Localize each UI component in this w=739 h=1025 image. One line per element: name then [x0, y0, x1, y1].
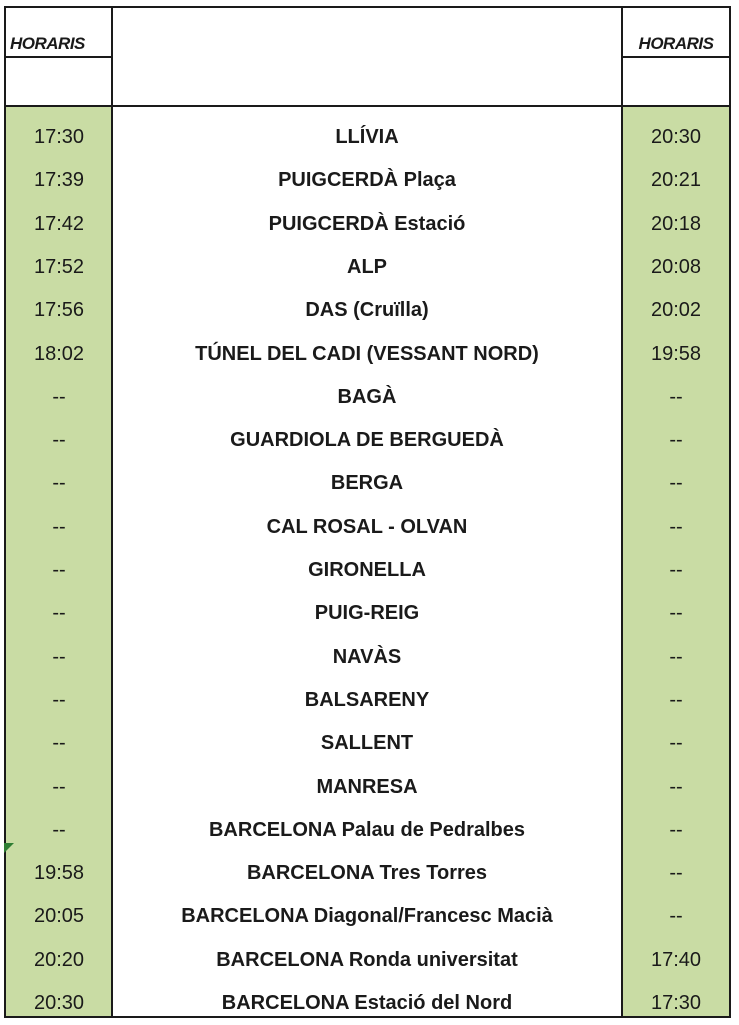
stop-name: BARCELONA Ronda universitat: [216, 948, 518, 971]
departure-time: --: [52, 515, 66, 538]
departure-time: --: [52, 559, 66, 581]
stop-name: BERGA: [330, 472, 404, 495]
stop-name: MANRESA: [316, 775, 418, 798]
return-time: 20:21: [650, 169, 702, 192]
stop-name: NAVÀS: [332, 645, 402, 668]
departure-time: --: [52, 429, 66, 452]
departure-time: 20:30: [33, 992, 85, 1014]
departure-time: --: [52, 688, 66, 711]
departure-time: 17:39: [33, 169, 85, 192]
stop-name: BARCELONA Palau de Pedralbes: [208, 818, 525, 841]
departure-time: 19:58: [33, 862, 85, 885]
return-time: 20:18: [650, 212, 702, 235]
stop-name: BAGÀ: [337, 385, 397, 408]
stop-name: BALSARENY: [304, 688, 430, 711]
stop-name: GUARDIOLA DE BERGUEDÀ: [230, 429, 504, 452]
stop-name: PUIGCERDÀ Estació: [268, 212, 466, 235]
right-header-title: HORARIS: [638, 34, 714, 53]
stop-name: BARCELONA Diagonal/Francesc Macià: [181, 905, 553, 928]
return-time: 20:08: [650, 255, 702, 278]
stop-name: BARCELONA Estació del Nord: [221, 992, 513, 1014]
return-time: 20:30: [650, 126, 702, 148]
return-time: --: [669, 645, 683, 668]
departure-time: 20:05: [33, 905, 85, 928]
departure-time: 17:52: [33, 255, 85, 278]
return-time: 17:40: [650, 948, 702, 971]
return-time: --: [669, 775, 683, 798]
stop-name: PUIG-REIG: [314, 602, 420, 625]
return-time: --: [669, 602, 683, 625]
stop-name: TÚNEL DEL CADI (VESSANT NORD): [195, 342, 539, 365]
stop-name: LLÍVIA: [335, 126, 399, 148]
departure-time: 20:20: [33, 948, 85, 971]
return-time: --: [669, 472, 683, 495]
stop-name: PUIGCERDÀ Plaça: [278, 169, 456, 192]
stop-name: ALP: [347, 255, 387, 278]
return-time: --: [669, 862, 683, 885]
stop-name: SALLENT: [320, 732, 414, 755]
return-time: 19:58: [650, 342, 702, 365]
return-time: 17:30: [650, 992, 702, 1014]
departure-time: --: [52, 472, 66, 495]
departure-time: --: [52, 732, 66, 755]
left-header-title: HORARIS: [10, 34, 85, 53]
return-time: --: [669, 559, 683, 581]
cell-comment-marker: [4, 843, 14, 853]
departure-time: 17:42: [33, 212, 85, 235]
departure-time: --: [52, 385, 66, 408]
departure-time: --: [52, 602, 66, 625]
return-time: --: [669, 385, 683, 408]
return-time: --: [669, 688, 683, 711]
return-time: --: [669, 429, 683, 452]
return-time: --: [669, 515, 683, 538]
departure-time: 17:56: [33, 299, 85, 322]
return-time: --: [669, 905, 683, 928]
departure-time: --: [52, 775, 66, 798]
table-frame: [4, 6, 731, 1018]
stop-name: BARCELONA Tres Torres: [246, 862, 488, 885]
stop-name: DAS (Cruïlla): [305, 299, 429, 322]
stop-name: GIRONELLA: [308, 559, 426, 581]
departure-time: 17:30: [33, 126, 85, 148]
departure-time: --: [52, 818, 66, 841]
return-time: 20:02: [650, 299, 702, 322]
departure-time: 18:02: [33, 342, 85, 365]
return-time: --: [669, 818, 683, 841]
stop-name: CAL ROSAL - OLVAN: [266, 515, 468, 538]
departure-time: --: [52, 645, 66, 668]
return-time: --: [669, 732, 683, 755]
